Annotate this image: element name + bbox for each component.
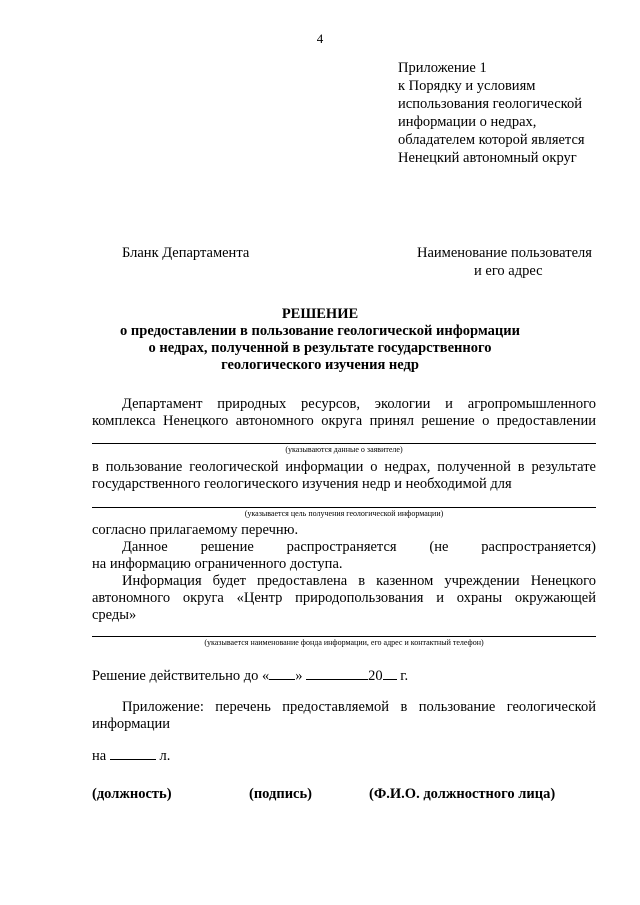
pages-line xyxy=(92,747,170,765)
appendix-line: информации о недрах, xyxy=(398,114,537,130)
paragraph-line: среды» xyxy=(92,607,137,623)
paragraph-line: автономного округа «Центр природопользования и охраны окружающей xyxy=(92,590,596,606)
field-caption: (указываются данные о заявителе) xyxy=(285,445,403,454)
pages-suffix: л. xyxy=(159,748,171,764)
attachment-line: информации xyxy=(92,716,170,732)
page-number: 4 xyxy=(316,31,324,46)
signature-sign: (подпись) xyxy=(249,786,312,802)
validity-year: 20 xyxy=(368,668,383,684)
doc-subtitle-line: геологического изучения недр xyxy=(221,357,419,373)
department-letterhead: Бланк Департамента xyxy=(122,245,250,261)
pages-prefix: на xyxy=(92,748,107,764)
paragraph-line: государственного геологического изучения недр и необходимой для xyxy=(92,476,512,492)
appendix-line: к Порядку и условиям xyxy=(398,78,536,94)
month-blank[interactable] xyxy=(306,667,368,680)
paragraph-line: Данное решение распространяется (не распространяется) xyxy=(122,539,596,555)
fill-line xyxy=(92,443,596,444)
appendix-line: обладателем которой является xyxy=(398,132,585,148)
paragraph-line: комплекса Ненецкого автономного округа принял решение о предоставлении xyxy=(92,413,596,429)
validity-suffix: г. xyxy=(400,668,409,684)
validity-line xyxy=(92,667,408,685)
recipient-name: Наименование пользователя xyxy=(417,245,592,261)
year-blank[interactable] xyxy=(383,667,397,680)
pages-blank[interactable] xyxy=(110,747,156,760)
paragraph-line: в пользование геологической информации о недрах, полученной в результате xyxy=(92,459,596,475)
doc-title: РЕШЕНИЕ xyxy=(281,306,359,322)
field-caption: (указывается наименование фонда информации, его адрес и контактный телефон) xyxy=(204,638,484,647)
field-caption: (указывается цель получения геологической информации) xyxy=(244,509,444,518)
paragraph-line: Информация будет предоставлена в казенном учреждении Ненецкого xyxy=(122,573,596,589)
doc-subtitle-line: о предоставлении в пользование геологической информации xyxy=(120,323,520,339)
paragraph-line: согласно прилагаемому перечню. xyxy=(92,522,299,538)
appendix-block xyxy=(398,59,628,167)
appendix-line: Приложение 1 xyxy=(398,60,487,76)
signature-position: (должность) xyxy=(92,786,172,802)
day-blank[interactable] xyxy=(269,667,295,680)
validity-quote: » xyxy=(295,668,303,684)
validity-prefix: Решение действительно до « xyxy=(92,668,270,684)
fill-line xyxy=(92,507,596,508)
doc-subtitle-line: о недрах, полученной в результате государственного xyxy=(148,340,492,356)
paragraph-line: на информацию ограниченного доступа. xyxy=(92,556,343,572)
recipient-address: и его адрес xyxy=(474,263,543,279)
appendix-line: использования геологической xyxy=(398,96,582,112)
fill-line xyxy=(92,636,596,637)
signature-name: (Ф.И.О. должностного лица) xyxy=(369,786,556,802)
paragraph-line: Департамент природных ресурсов, экологии и агропромышленного xyxy=(122,396,596,412)
appendix-line: Ненецкий автономный округ xyxy=(398,150,577,166)
attachment-line: Приложение: перечень предоставляемой в пользование геологической xyxy=(122,699,596,715)
